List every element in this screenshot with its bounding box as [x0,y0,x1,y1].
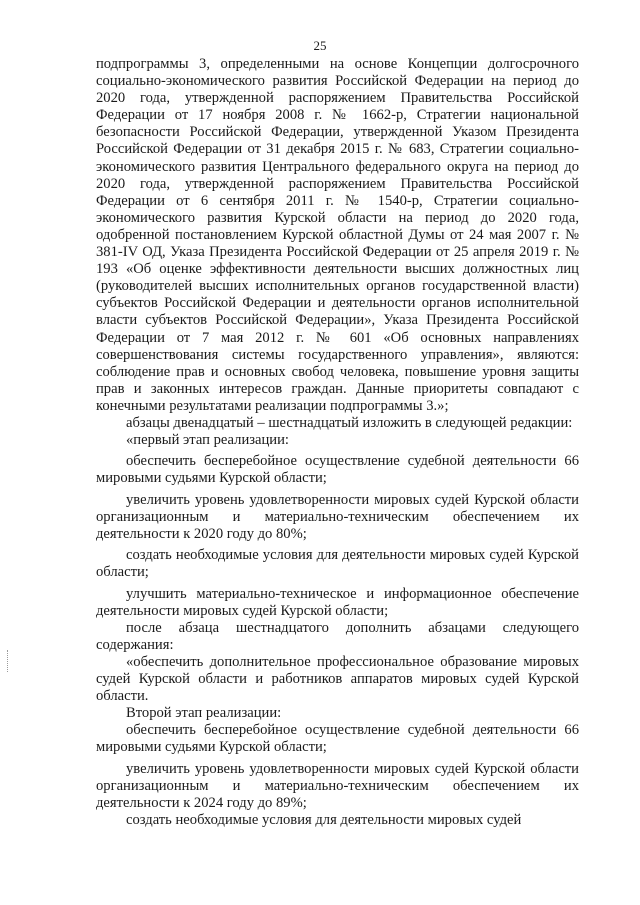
paragraph-subprogram-priorities: подпрограммы 3, определенными на основе Концепции долгосрочного социально-экономического развития Российской Федерации на период до 2020 года, утвержденной распоряжением Правительства Российской Федерации от 17 ноября 2008 г. № 1662-р, Стратегии национальной безопасности Российской Федерации, утвержденной Указом Президента Российской Федерации от 31 декабря 2015 г. № 683, Стратегии социально-экономического развития Центрального федерального округа на период до 2020 года, утвержденной распоряжением Правительства Российской Федерации от 6 сентября 2011 г. № 1540-р, Стратегии социально-экономического развития Курской области на период до 2020 года, одобренной постановлением Курской областной Думы от 24 мая 2007 г. № 381-IV ОД, Указа Президента Российской Федерации от 25 апреля 2019 г. № 193 «Об оценке эффективности деятельности высших должностных лиц (руководителей высших исполнительных органов государственной власти) субъектов Российской Федерации и деятельности органов исполнительной власти субъектов Российской Федерации», Указа Президента Российской Федерации от 7 мая 2012 г. № 601 «Об основных направлениях совершенствования системы государственного управления», являются: соблюдение прав и основных свобод человека, повышение уровня защиты прав и законных интересов граждан. Данные приоритеты совпадают с конечными результатами реализации подпрограммы 3.»; [96,56,579,414]
scan-edge-mark [7,650,9,672]
paragraph-second-stage-heading: Второй этап реализации: [126,705,282,722]
paragraph-first-stage-item-4: улучшить материально-техническое и информационное обеспечение деятельности мировых судей Курской области; [96,585,579,619]
paragraph-first-stage-heading: «первый этап реализации: [126,432,289,449]
paragraph-professional-education: «обеспечить дополнительное профессиональное образование мировых судей Курской области и работников аппаратов мировых судей Курской области. [96,653,579,705]
page-number: 25 [313,38,327,53]
paragraph-first-stage-item-2: увеличить уровень удовлетворенности мировых судей Курской области организационным и материально-техническим обеспечением их деятельности к 2020 году до 80%; [96,491,579,542]
paragraph-first-stage-item-1: обеспечить бесперебойное осуществление судебной деятельности 66 мировыми судьями Курской области; [96,453,579,487]
paragraph-first-stage-item-3: создать необходимые условия для деятельности мировых судей Курской области; [96,547,579,581]
document-body [96,56,579,829]
paragraph-amendment-instruction: абзацы двенадцатый – шестнадцатый изложить в следующей редакции: [126,414,573,431]
paragraph-second-stage-item-1: обеспечить бесперебойное осуществление судебной деятельности 66 мировыми судьями Курской области; [96,722,579,756]
paragraph-second-stage-item-3: создать необходимые условия для деятельности мировых судей [126,811,522,828]
paragraph-second-stage-item-2: увеличить уровень удовлетворенности мировых судей Курской области организационным и материально-техническим обеспечением их деятельности к 2024 году до 89%; [96,760,579,811]
paragraph-addition-instruction: после абзаца шестнадцатого дополнить абзацами следующего содержания: [96,619,579,653]
